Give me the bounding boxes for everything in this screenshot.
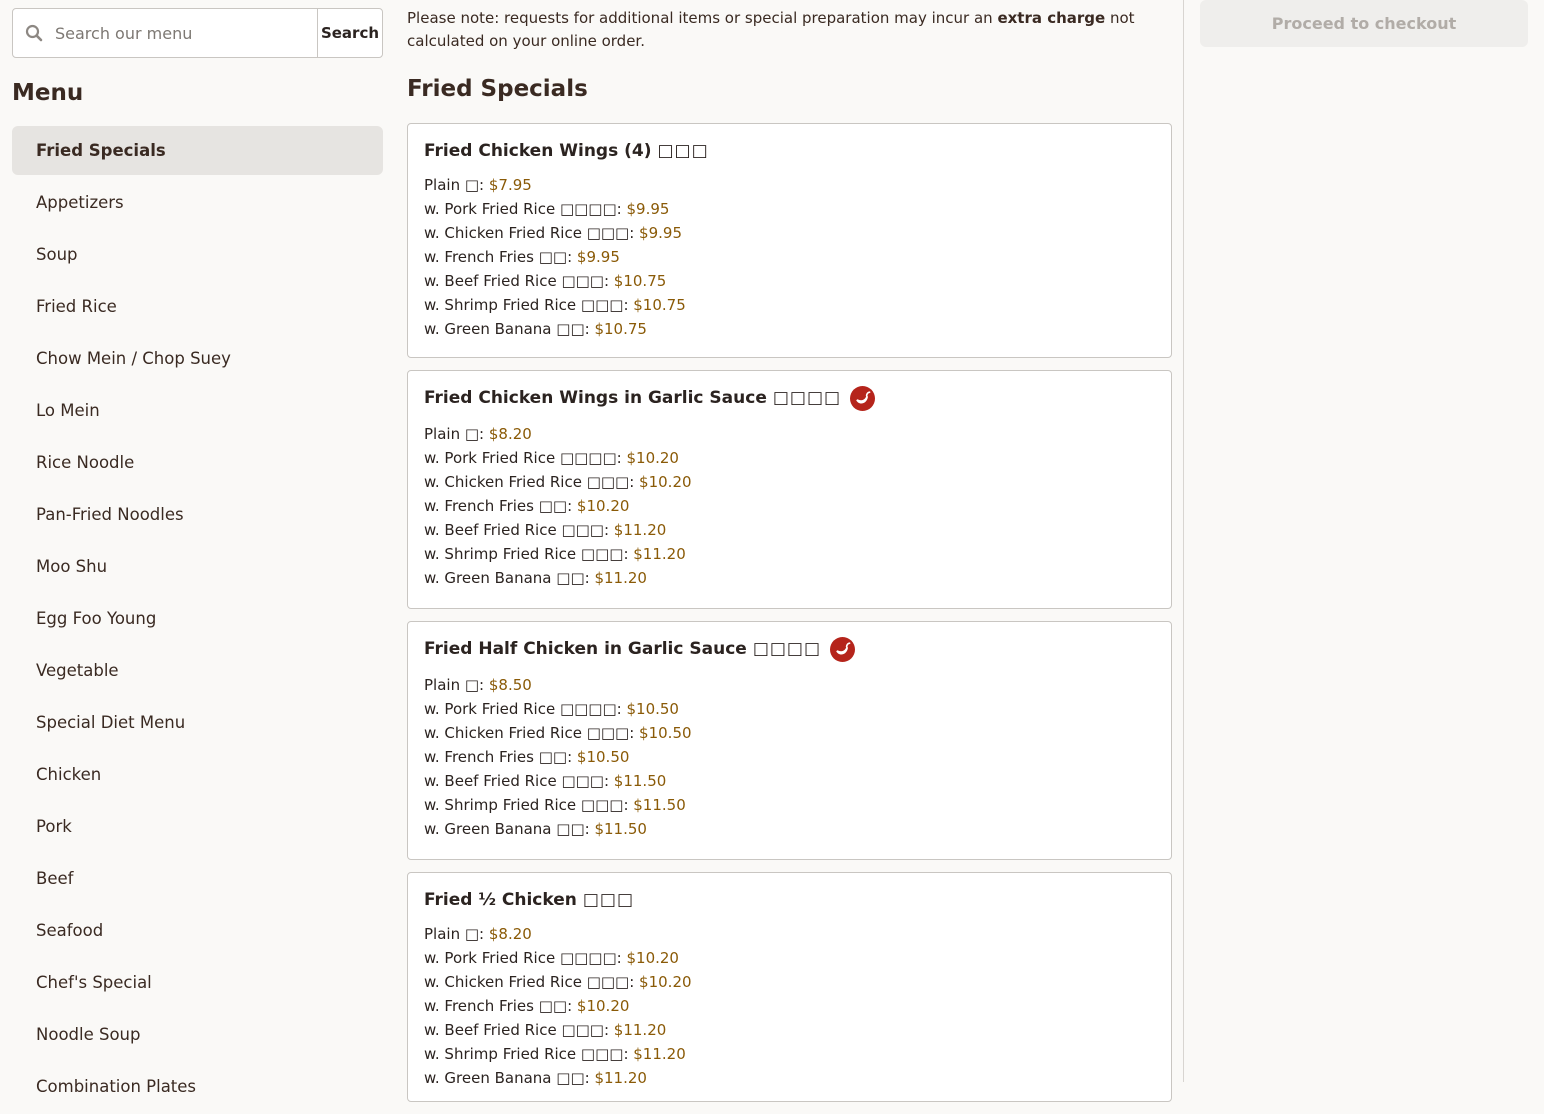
notice-text-end: not calculated on your online order. — [407, 9, 1135, 50]
price-option-amount: $10.20 — [576, 997, 630, 1015]
price-option: w. Chicken Fried Rice □□□: $9.95 — [424, 224, 682, 242]
category-list — [12, 126, 383, 1114]
price-option-amount: $10.50 — [626, 700, 679, 718]
price-option-amount: $11.20 — [594, 1069, 647, 1087]
price-option: w. Shrimp Fried Rice □□□: $11.20 — [424, 545, 686, 563]
price-option: w. Beef Fried Rice □□□: $11.50 — [424, 772, 667, 790]
price-option: w. French Fries □□: $10.20 — [424, 997, 630, 1015]
price-option-label: w. Beef Fried Rice □□□ — [424, 1021, 604, 1039]
notice-emphasis: extra charge — [997, 9, 1106, 27]
price-option: w. French Fries □□: $10.20 — [424, 497, 630, 515]
menu-content — [395, 0, 1183, 1087]
price-option-label: w. Chicken Fried Rice □□□ — [424, 473, 630, 491]
price-option: Plain □: $8.20 — [424, 425, 532, 443]
price-option-label: w. Green Banana □□ — [424, 569, 585, 587]
price-option-label: Plain □ — [424, 925, 480, 943]
cart-panel — [1184, 0, 1544, 1082]
price-option: w. Pork Fried Rice □□□□: $10.20 — [424, 949, 679, 967]
price-option-amount: $11.20 — [633, 1045, 686, 1063]
price-option: w. Green Banana □□: $11.50 — [424, 820, 647, 838]
price-option: Plain □: $8.20 — [424, 925, 532, 943]
price-option: w. Beef Fried Rice □□□: $11.20 — [424, 1021, 667, 1039]
price-option-label: w. Green Banana □□ — [424, 820, 585, 838]
price-option-amount: $10.50 — [576, 748, 630, 766]
price-option-label: Plain □ — [424, 425, 480, 443]
price-option-amount: $11.20 — [594, 569, 647, 587]
price-option: w. Shrimp Fried Rice □□□: $10.75 — [424, 296, 686, 314]
price-option-amount: $11.50 — [633, 796, 686, 814]
price-option: w. Pork Fried Rice □□□□: $9.95 — [424, 200, 670, 218]
price-option: Plain □: $7.95 — [424, 176, 532, 194]
sidebar-item-pan-fried-noodles[interactable]: Pan-Fried Noodles — [36, 505, 184, 524]
price-option-amount: $10.50 — [639, 724, 692, 742]
price-option-amount: $9.95 — [576, 248, 620, 266]
price-option-label: w. French Fries □□ — [424, 248, 568, 266]
menu-item-name: Fried Chicken Wings in Garlic Sauce — [424, 388, 767, 408]
sidebar-item-soup[interactable]: Soup — [36, 245, 78, 264]
menu-item-card[interactable] — [407, 872, 1172, 1102]
price-option: w. Chicken Fried Rice □□□: $10.20 — [424, 973, 692, 991]
price-option-amount: $10.20 — [639, 473, 692, 491]
spicy-icon — [830, 637, 855, 662]
sidebar-item-vegetable[interactable]: Vegetable — [36, 661, 119, 680]
price-option-amount: $11.50 — [594, 820, 647, 838]
order-notice — [407, 7, 1172, 53]
sidebar-item-seafood[interactable]: Seafood — [36, 921, 104, 940]
price-option: w. Beef Fried Rice □□□: $10.75 — [424, 272, 667, 290]
price-option-label: Plain □ — [424, 676, 480, 694]
sidebar-item-appetizers[interactable]: Appetizers — [36, 193, 124, 212]
price-option: w. Pork Fried Rice □□□□: $10.20 — [424, 449, 679, 467]
menu-item-title — [424, 887, 1155, 913]
sidebar-item-special-diet-menu[interactable]: Special Diet Menu — [36, 713, 186, 732]
price-option-amount: $11.20 — [613, 521, 667, 539]
price-option: w. Chicken Fried Rice □□□: $10.20 — [424, 473, 692, 491]
price-option-amount: $10.20 — [626, 449, 679, 467]
price-option-amount: $11.20 — [613, 1021, 667, 1039]
price-option-label: w. Pork Fried Rice □□□□ — [424, 200, 617, 218]
price-option: Plain □: $8.50 — [424, 676, 532, 694]
menu-item-title — [424, 636, 1155, 662]
price-option-label: w. French Fries □□ — [424, 997, 568, 1015]
price-option-amount: $10.20 — [576, 497, 630, 515]
menu-item-card[interactable] — [407, 123, 1172, 358]
price-list — [424, 922, 1155, 1090]
menu-item-name: Fried ½ Chicken — [424, 890, 577, 910]
price-option: w. Chicken Fried Rice □□□: $10.50 — [424, 724, 692, 742]
sidebar-item-moo-shu[interactable]: Moo Shu — [36, 557, 108, 576]
price-option-amount: $10.20 — [626, 949, 679, 967]
price-option-amount: $11.20 — [633, 545, 686, 563]
price-option-label: w. Pork Fried Rice □□□□ — [424, 700, 617, 718]
price-option-label: Plain □ — [424, 176, 480, 194]
price-option-amount: $8.20 — [488, 925, 532, 943]
price-option-label: w. Pork Fried Rice □□□□ — [424, 449, 617, 467]
price-option-amount: $11.50 — [613, 772, 667, 790]
price-option-label: w. Chicken Fried Rice □□□ — [424, 724, 630, 742]
price-option: w. Pork Fried Rice □□□□: $10.50 — [424, 700, 679, 718]
price-option: w. Shrimp Fried Rice □□□: $11.20 — [424, 1045, 686, 1063]
sidebar-item-chef-s-special[interactable]: Chef's Special — [36, 973, 152, 992]
sidebar-item-lo-mein[interactable]: Lo Mein — [36, 401, 100, 420]
price-option: w. Green Banana □□: $10.75 — [424, 320, 647, 338]
price-option-label: w. Pork Fried Rice □□□□ — [424, 949, 617, 967]
menu-item-chinese-name: □□□ — [582, 890, 635, 910]
price-option-amount: $9.95 — [639, 224, 682, 242]
price-option-label: w. Chicken Fried Rice □□□ — [424, 973, 630, 991]
price-list — [424, 673, 1155, 841]
menu-item-title — [424, 385, 1155, 411]
checkout-button[interactable]: Proceed to checkout — [1200, 0, 1528, 47]
search-input[interactable] — [55, 9, 317, 57]
menu-item-card[interactable] — [407, 370, 1172, 609]
sidebar-item-rice-noodle[interactable]: Rice Noodle — [36, 453, 135, 472]
search-button[interactable]: Search — [317, 9, 382, 57]
menu-item-title — [424, 138, 1155, 164]
menu-item-chinese-name: □□□□ — [752, 639, 822, 659]
sidebar-item-egg-foo-young[interactable]: Egg Foo Young — [36, 609, 157, 628]
sidebar-item-chicken[interactable]: Chicken — [36, 765, 102, 784]
sidebar-item-combination-plates[interactable]: Combination Plates — [36, 1077, 197, 1096]
menu-item-chinese-name: □□□□ — [772, 388, 842, 408]
price-option-label: w. Beef Fried Rice □□□ — [424, 772, 604, 790]
spicy-icon — [850, 386, 875, 411]
price-option-label: w. Green Banana □□ — [424, 1069, 585, 1087]
price-option-amount: $9.95 — [626, 200, 670, 218]
price-option: w. French Fries □□: $9.95 — [424, 248, 620, 266]
sidebar-item-fried-rice[interactable]: Fried Rice — [36, 297, 117, 316]
price-option-label: w. French Fries □□ — [424, 748, 568, 766]
menu-item-card[interactable] — [407, 621, 1172, 860]
price-option-amount: $10.75 — [633, 296, 686, 314]
price-option: w. Beef Fried Rice □□□: $11.20 — [424, 521, 667, 539]
price-option-label: w. Shrimp Fried Rice □□□ — [424, 796, 624, 814]
sidebar-item-chow-mein-chop-suey[interactable]: Chow Mein / Chop Suey — [36, 349, 231, 368]
price-option: w. Shrimp Fried Rice □□□: $11.50 — [424, 796, 686, 814]
menu-item-name: Fried Half Chicken in Garlic Sauce — [424, 639, 747, 659]
price-list — [424, 422, 1155, 590]
menu-item-name: Fried Chicken Wings (4) — [424, 141, 652, 161]
sidebar-item-beef[interactable]: Beef — [36, 869, 74, 888]
price-option-amount: $8.50 — [488, 676, 532, 694]
price-option-amount: $8.20 — [488, 425, 532, 443]
price-option-label: w. Chicken Fried Rice □□□ — [424, 224, 630, 242]
price-option-label: w. Shrimp Fried Rice □□□ — [424, 1045, 624, 1063]
price-option: w. Green Banana □□: $11.20 — [424, 569, 647, 587]
sidebar-item-fried-specials[interactable]: Fried Specials — [12, 126, 383, 175]
price-option-amount: $10.20 — [639, 973, 692, 991]
search-box — [12, 8, 383, 58]
price-option: w. French Fries □□: $10.50 — [424, 748, 630, 766]
price-option-label: w. Beef Fried Rice □□□ — [424, 521, 604, 539]
menu-item-chinese-name: □□□ — [657, 141, 709, 161]
menu-sidebar — [0, 0, 395, 1096]
price-option-label: w. Shrimp Fried Rice □□□ — [424, 296, 624, 314]
sidebar-item-noodle-soup[interactable]: Noodle Soup — [36, 1025, 141, 1044]
price-option-amount: $7.95 — [488, 176, 532, 194]
sidebar-item-pork[interactable]: Pork — [36, 817, 72, 836]
price-option-amount: $10.75 — [594, 320, 647, 338]
price-option-label: w. Beef Fried Rice □□□ — [424, 272, 604, 290]
notice-text: Please note: requests for additional items or special preparation may incur an — [407, 9, 998, 27]
price-list — [424, 173, 1155, 341]
price-option-label: w. Green Banana □□ — [424, 320, 585, 338]
price-option-label: w. French Fries □□ — [424, 497, 568, 515]
section-title: Fried Specials — [407, 76, 588, 102]
price-option: w. Green Banana □□: $11.20 — [424, 1069, 647, 1087]
search-icon — [13, 9, 55, 57]
price-option-label: w. Shrimp Fried Rice □□□ — [424, 545, 624, 563]
price-option-amount: $10.75 — [613, 272, 667, 290]
menu-heading: Menu — [12, 80, 84, 106]
